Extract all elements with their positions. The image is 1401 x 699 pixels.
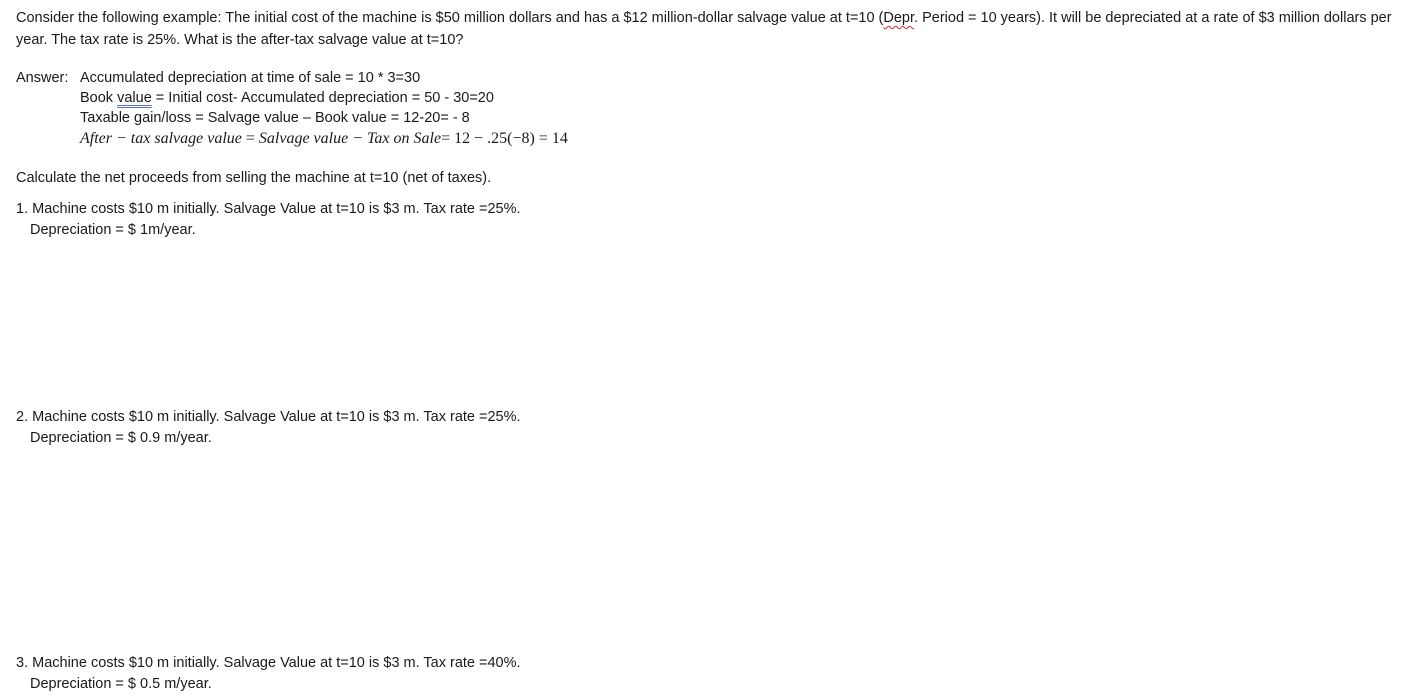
formula-rhs: Salvage value − Tax on Sale — [258, 130, 442, 147]
intro-line-1 — [16, 8, 1392, 28]
intro-text-a: Consider the following example: The initial cost of the machine is $50 million dollars and has a $12 million-dollar salvage value at t=10 ( — [16, 10, 884, 26]
problem-1-statement: 1. Machine costs $10 m initially. Salvage Value at t=10 is $3 m. Tax rate =25%. — [16, 201, 521, 217]
intro-text-b: . Period = 10 years). It will be depreciated at a rate of $3 million dollars per — [914, 10, 1392, 26]
book-text-a: Book — [80, 90, 118, 106]
problem-2-depreciation: Depreciation = $ 0.9 m/year. — [30, 430, 212, 446]
answer-label: Answer: — [16, 70, 69, 86]
spellcheck-word: Depr — [883, 10, 915, 26]
answer-taxable: Taxable gain/loss = Salvage value – Book value = 12-20= - 8 — [80, 110, 470, 126]
problem-3-depreciation: Depreciation = $ 0.5 m/year. — [30, 676, 212, 692]
formula-equals: = — [241, 130, 259, 147]
problem-2-statement: 2. Machine costs $10 m initially. Salvage Value at t=10 is $3 m. Tax rate =25%. — [16, 409, 521, 425]
problem-3-statement: 3. Machine costs $10 m initially. Salvage Value at t=10 is $3 m. Tax rate =40%. — [16, 655, 521, 671]
answer-book-value — [80, 88, 494, 108]
answer-accumulated: Accumulated depreciation at time of sale = 10 * 3=30 — [80, 70, 421, 86]
answer-formula — [80, 128, 568, 150]
formula-tail: = 12 − .25(−8) = 14 — [441, 130, 568, 147]
intro-line-2: year. The tax rate is 25%. What is the after-tax salvage value at t=10? — [16, 32, 464, 48]
book-text-b: = Initial cost- Accumulated depreciation = 50 - 30=20 — [151, 90, 494, 106]
problem-1-depreciation: Depreciation = $ 1m/year. — [30, 222, 196, 238]
formula-lhs: After − tax salvage value — [80, 130, 242, 147]
prompt-text: Calculate the net proceeds from selling the machine at t=10 (net of taxes). — [16, 170, 492, 186]
grammar-flag-word: value — [117, 90, 152, 106]
